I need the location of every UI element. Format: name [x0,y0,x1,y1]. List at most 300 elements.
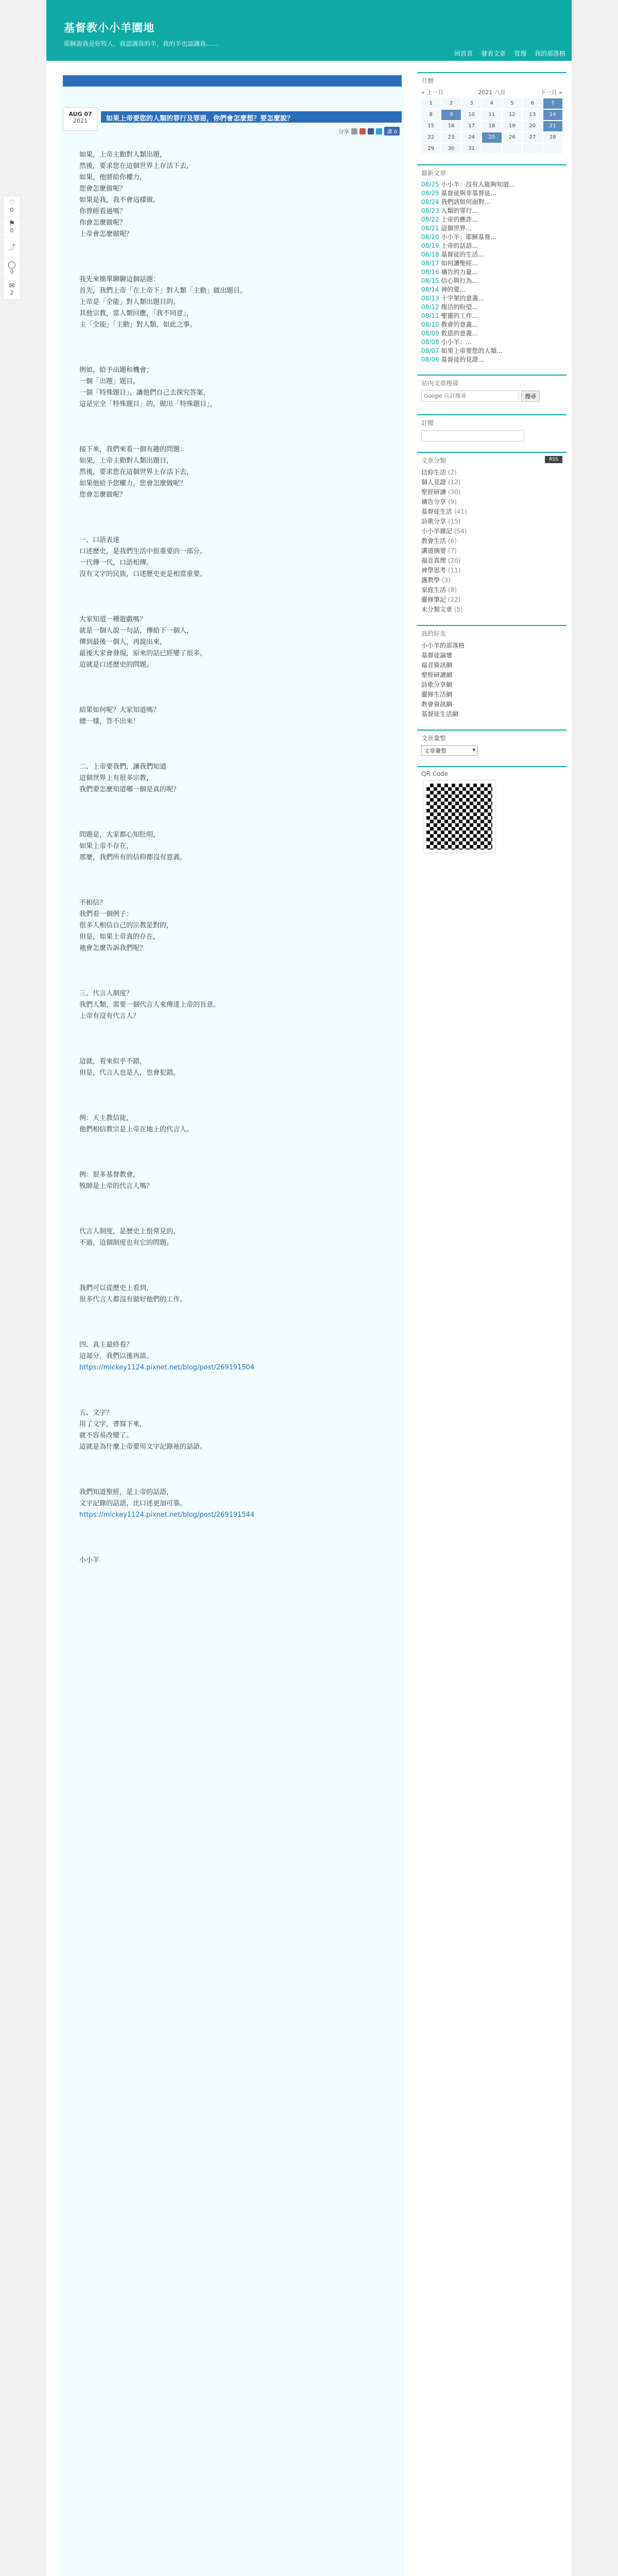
post-tools [338,127,400,135]
article-paragraph: 結果如何呢？大家知道嗎？ [79,706,160,714]
category-count: (15) [448,518,461,525]
header-links [454,49,565,58]
article-paragraph: 例：很多基督教會， [79,1171,140,1179]
recent-post-date: 08/23 [421,207,439,214]
recent-post-item[interactable] [421,224,562,233]
calendar-day[interactable]: 17 [462,121,481,131]
article-paragraph: 一個「特殊題目」，讓他們自己去探究答案， [79,389,210,397]
article-paragraph [79,1374,385,1408]
links-label: 我的好友 [421,630,447,637]
category-item[interactable] [421,595,562,605]
main-column [61,72,404,2576]
rss-icon[interactable]: RSS [545,456,562,463]
chat-button[interactable] [4,258,20,279]
category-label: 文章分類 [421,457,447,464]
article-paragraph: 如果，他將給你權力， [79,174,147,181]
recent-post-date: 08/15 [421,277,439,284]
chat-icon: ◯ [8,261,16,269]
print-icon[interactable] [351,128,357,134]
category-name: 禱告分享 [421,498,447,505]
category-item[interactable] [421,546,562,556]
category-count: (11) [448,567,461,574]
category-list [421,468,562,615]
category-name: 未分類文章 [421,606,453,613]
category-item[interactable] [421,487,562,497]
article-paragraph: 不相信？ [79,899,107,907]
article-paragraph: 您會怎麼做呢？ [79,491,127,499]
article-paragraph: 一個「出題」題目， [79,378,140,385]
recent-post-date: 08/20 [421,233,439,241]
recent-post-title: 人類的罪行... [441,207,478,214]
friend-link[interactable]: 基督徒論壇 [421,652,453,659]
header-link-myblog[interactable]: 我的部落格 [534,50,565,57]
archive-select-value: 文章彙整 [424,748,447,754]
article-paragraph: 四、真主最終看？ [79,1341,133,1349]
category-count: (3) [441,577,451,584]
category-name: 福音真理 [421,557,447,564]
calendar-day[interactable]: 10 [462,110,481,120]
article-paragraph: 如果，上帝主動對人類出題， [79,151,167,159]
bookmark-icon: ⚑ [8,219,15,228]
article-paragraph: 我們知道聖經，是上帝的話語， [79,1488,174,1496]
article-paragraph [79,410,385,444]
post-date-month: AUG 07 [68,111,92,117]
category-item[interactable] [421,585,562,595]
recent-post-item[interactable] [421,242,562,250]
recent-post-title: 禱告的力量... [441,268,478,276]
recent-post-item[interactable] [421,303,562,312]
calendar-day[interactable]: 24 [462,132,481,143]
article-paragraph: 接下來，我們來看一個有趣的問題： [79,446,187,453]
calendar-day[interactable]: 23 [441,132,460,143]
friend-link[interactable]: 聖經研讀網 [421,671,453,679]
search-box [421,391,562,402]
calendar-day[interactable]: 3 [462,98,481,109]
category-widget [417,452,566,618]
recent-list [421,180,562,364]
links-list [421,641,562,719]
recent-post-item[interactable] [421,198,562,207]
recent-post-item[interactable] [421,189,562,198]
recent-post-title: 這個世界... [441,225,472,232]
category-name: 信仰生活 [421,469,447,476]
category-item[interactable] [421,536,562,546]
post-date-year: 2021 [73,117,88,124]
calendar-day[interactable]: 22 [421,132,440,143]
category-count: (9) [448,498,457,505]
links-widget [417,625,566,722]
recent-post-title: 基督徒與非基督徒... [441,190,496,197]
article-paragraph: 牧師是上帝的代言人嗎？ [79,1182,153,1190]
main-topbar [63,75,402,87]
category-count: (8) [448,586,457,594]
recent-post-item[interactable] [421,338,562,347]
recent-post-date: 08/07 [421,347,439,354]
article-link[interactable]: https://mickey1124.pixnet.net/blog/post/269191504 [79,1364,255,1371]
header-link-admin[interactable]: 管理 [513,50,526,57]
recent-post-date: 08/13 [421,295,439,302]
category-item[interactable] [421,556,562,566]
calendar-day[interactable]: 4 [482,98,501,109]
recent-post-title: 小小羊：沒有人能夠知道... [441,181,515,188]
article-paragraph: 例：天主教信徒， [79,1114,133,1122]
article-paragraph: 大家知道一種遊戲嗎？ [79,616,147,623]
article-paragraph: 祂會怎麼告訴我們呢？ [79,944,147,952]
recent-post-item[interactable] [421,294,562,303]
article-paragraph: 最後大家會發現，原來的話已經變了很多。 [79,650,207,657]
article-paragraph [79,795,385,829]
category-count: (22) [448,596,461,603]
header-link-home[interactable]: 回首頁 [454,50,473,57]
calendar-day[interactable]: 6 [523,98,542,109]
calendar-day[interactable]: 1 [421,98,440,109]
calendar-day[interactable]: 21 [543,121,562,131]
calendar-day[interactable]: 29 [421,144,440,154]
archive-select[interactable] [421,745,478,756]
blog-title[interactable]: 基督教小小羊園地 [64,22,154,34]
article-paragraph [79,863,385,897]
article-paragraph: 這就是口述歷史的問題。 [79,661,153,669]
article-paragraph: 你曾經看過嗎？ [79,208,127,215]
recent-post-title: 神的愛... [441,286,466,293]
friend-link[interactable]: 福音資訊網 [421,662,453,669]
calendar-day[interactable]: 28 [543,132,562,143]
category-item[interactable] [421,575,562,585]
recent-post-item[interactable] [421,355,562,364]
fb-like-button[interactable]: 讚 0 [384,127,400,135]
article-paragraph: 但是，如果上帝真的存在， [79,933,160,941]
calendar-next[interactable]: 下一月 » [540,89,562,96]
category-count: (6) [448,537,457,545]
recent-post-date: 08/10 [421,321,439,328]
like-count: 0 [10,207,14,213]
article-paragraph [79,1192,385,1226]
article-paragraph [79,501,385,535]
calendar-day[interactable]: 7 [543,98,562,109]
category-count: (5) [454,606,463,613]
subscribe-input[interactable] [421,430,524,442]
category-item[interactable] [421,517,562,527]
article-paragraph: 那麼，我們所有的信仰都沒有意義。 [79,854,187,861]
category-name: 教會生活 [421,537,447,545]
article-paragraph: 這是完全「特殊題目」的，做出「特殊題目」， [79,400,217,408]
article-paragraph: 如果他給予您權力，您會怎麼做呢？ [79,480,187,487]
recent-post-date: 08/18 [421,251,439,258]
recent-post-date: 08/19 [421,242,439,249]
article-paragraph [79,1453,385,1487]
calendar-day[interactable]: 14 [543,110,562,120]
recent-post-item[interactable] [421,312,562,320]
calendar-day [503,144,522,154]
recent-post-item[interactable] [421,233,562,242]
calendar-day[interactable]: 12 [503,110,522,120]
category-name: 講道摘要 [421,547,447,554]
category-count: (2) [448,469,457,476]
recent-post-date: 08/09 [421,330,439,337]
category-item[interactable] [421,527,562,536]
calendar-grid [421,98,562,154]
category-count: (54) [454,528,467,535]
friend-link[interactable]: 教會資訊網 [421,701,453,708]
article-paragraph [79,1022,385,1056]
recent-post-item[interactable] [421,268,562,277]
share-icon: ⤴ [8,243,15,252]
recent-posts-widget [417,164,566,367]
search-input[interactable] [421,391,519,402]
article-paragraph: 文字記錄的話語，比口述更加可靠。 [79,1500,187,1507]
category-item[interactable] [421,507,562,517]
bookmark-button[interactable] [4,217,20,238]
category-name: 個人見證 [421,479,447,486]
article-paragraph: 很多代言人都沒有做好他們的工作。 [79,1296,187,1303]
facebook-icon[interactable] [368,128,374,134]
recent-post-title: 上帝的應許... [441,216,478,223]
bookmark-count: 0 [10,227,14,234]
article-paragraph [79,580,385,614]
category-count: (30) [448,488,461,496]
article-paragraph: 三、代言人制度？ [79,990,133,997]
share-button[interactable] [4,238,20,258]
calendar-day[interactable]: 26 [503,132,522,143]
recent-post-date: 08/08 [421,338,439,346]
article-paragraph: 用了文字，書寫下來， [79,1420,147,1428]
calendar-day[interactable]: 8 [421,110,440,120]
article-paragraph: 主「全能」「主動」對人類，如此之事。 [79,321,197,329]
article-paragraph: 其他宗教，當人類回應，「我不同意」， [79,310,194,317]
post-date [63,107,98,131]
search-button[interactable]: 搜尋 [521,391,540,402]
calendar-day[interactable]: 16 [441,121,460,131]
article-paragraph: 這就是為什麼上帝要用文字記錄祂的話語。 [79,1443,207,1451]
recent-post-title: 教會的意義... [441,321,478,328]
article-paragraph: 就是一個人說一句話，傳給下一個人， [79,627,194,635]
category-name: 家庭生活 [421,586,447,594]
recent-post-date: 08/25 [421,190,439,197]
category-name: 聖經研讀 [421,488,447,496]
article-paragraph: 這就，看來似乎不錯， [79,1058,147,1065]
article-paragraph [79,240,385,274]
recent-post-item[interactable] [421,320,562,329]
recent-post-title: 基督徒的見證... [441,356,484,363]
archive-widget [417,730,566,759]
recent-post-title: 我們該如何面對... [441,198,490,206]
calendar-day[interactable]: 20 [523,121,542,131]
chat-count: 0 [10,268,14,275]
calendar-day[interactable]: 13 [523,110,542,120]
article-paragraph: 然後，要求您在這個世界上存活下去， [79,468,194,476]
article-paragraph: 我先來簡單聊聊這個話題： [79,276,160,283]
recent-post-date: 08/22 [421,216,439,223]
article-paragraph [79,1249,385,1283]
category-count: (7) [448,547,457,554]
article-paragraph: 我們可以從歷史上看到， [79,1284,153,1292]
article-paragraph: 一代傳一代，口語相傳。 [79,559,153,567]
article-paragraph [79,1521,385,1555]
calendar-day[interactable]: 27 [523,132,542,143]
search-label: 站內文章搜尋 [421,380,459,387]
category-name: 神學思考 [421,567,447,574]
calendar-day[interactable]: 30 [441,144,460,154]
category-name: 靈修筆記 [421,596,447,603]
archive-label: 文章彙整 [421,735,447,742]
article-paragraph: 例如，給予出題和機會； [79,366,153,374]
article-paragraph: 沒有文字的民族，口述歷史更是相當重要。 [79,570,207,578]
recent-post-date: 08/12 [421,303,439,311]
article-paragraph: 代言人制度，是歷史上很常見的。 [79,1228,180,1235]
qr-label: QR Code [421,770,449,777]
recent-post-item[interactable] [421,207,562,215]
friend-link[interactable]: 小小羊的部落格 [421,642,465,649]
recent-post-date: 08/21 [421,225,439,232]
category-name: 基督徒生活 [421,508,453,515]
calendar-day[interactable]: 31 [462,144,481,154]
article-paragraph: 這個世界上有很多宗教， [79,774,153,782]
category-item[interactable] [421,478,562,487]
friend-link[interactable]: 詩歌分享網 [421,681,453,688]
article-paragraph: 他們相信教宗是上帝在地上的代言人。 [79,1126,194,1133]
article-paragraph: 上帝是「全能」對人類出題目的。 [79,298,180,306]
article-paragraph: 你會怎麼做呢？ [79,219,127,227]
article-paragraph: 我們人類，需要一個代言人來傳達上帝的旨意。 [79,1001,220,1009]
article-paragraph [79,671,385,705]
article-paragraph: 然後，要求您在這個世界上存活下去， [79,162,194,170]
category-item[interactable] [421,605,562,615]
article-paragraph: 如果是我，我不會這樣做。 [79,196,160,204]
calendar-day[interactable]: 25 [482,132,501,143]
article-paragraph: 首先，我們上帝「在上帝下」對人類「主動」做出題目。 [79,287,247,295]
article-paragraph: 您會怎麼做呢？ [79,185,127,193]
article-paragraph: 五、文字？ [79,1409,113,1417]
article-paragraph: 如果上帝不存在， [79,842,133,850]
recent-post-title: 如果上帝要您的人類... [441,347,503,354]
recent-post-title: 如何讀聖經... [441,260,478,267]
category-item[interactable] [421,497,562,507]
qr-code-image [423,781,495,853]
comment-button[interactable] [4,279,20,299]
calendar-day[interactable]: 11 [482,110,501,120]
like-button[interactable] [4,196,20,217]
article-paragraph: 總一樣，答不出來！ [79,718,140,725]
recent-post-item[interactable] [421,277,562,285]
article-paragraph [79,727,385,761]
calendar-day [543,144,562,154]
calendar-day [482,144,501,154]
recent-post-date: 08/06 [421,356,439,363]
article-paragraph: 上帝有沒有代言人？ [79,1012,140,1020]
calendar-prev[interactable]: « 上一月 [421,89,444,96]
sidebar [417,72,566,866]
recent-post-item[interactable] [421,259,562,268]
recent-post-date: 08/11 [421,312,439,319]
calendar-day[interactable]: 18 [482,121,501,131]
category-header [421,456,562,465]
recent-post-title: 救恩的意義... [441,330,478,337]
recent-post-item[interactable] [421,329,562,338]
calendar-day[interactable]: 2 [441,98,460,109]
calendar-day[interactable]: 9 [441,110,460,120]
share-sidebar [3,196,21,300]
share-label: 分享 [338,128,350,135]
calendar-day[interactable]: 19 [503,121,522,131]
qr-widget [417,766,566,859]
search-widget [417,375,566,407]
page-wrapper [46,0,572,2576]
calendar-day [523,144,542,154]
recent-post-date: 08/25 [421,181,439,188]
recent-post-item[interactable] [421,180,562,189]
article-paragraph: 傳到最後一個人，再說出來， [79,638,167,646]
calendar-day[interactable]: 5 [503,98,522,109]
recent-post-item[interactable] [421,215,562,224]
friend-link[interactable]: 基督徒生活網 [421,710,459,718]
calendar-label: 月曆 [421,77,434,84]
friend-link[interactable]: 靈修生活網 [421,691,453,698]
article-paragraph [79,1079,385,1113]
article-paragraph: 不過，這個制度也有它的問題。 [79,1239,174,1247]
article-paragraph [79,1306,385,1340]
recent-post-item[interactable] [421,347,562,355]
category-item[interactable] [421,566,562,575]
article-paragraph [79,954,385,988]
category-count: (12) [448,479,461,486]
post-title[interactable]: 如果上帝要您的人類的罪行及罪惡，你們會怎麼想？要怎麼說？ [101,111,402,123]
recent-label: 最新文章 [421,170,447,177]
recent-post-title: 基督徒的生活... [441,251,484,258]
category-count: (20) [448,557,461,564]
recent-post-title: 復活的盼望... [441,303,478,311]
recent-post-date: 08/14 [421,286,439,293]
subscribe-label: 訂閱 [421,419,434,427]
article-paragraph: 小小羊 [79,1556,100,1564]
article-paragraph: 我們看一個例子： [79,910,133,918]
blog-header [46,0,572,61]
recent-post-title: 小小羊：耶穌基督... [441,233,496,241]
blog-subtitle: 耶穌說我是好牧人，我認識我的羊，我的羊也認識我…… [64,40,219,47]
recent-post-date: 08/24 [421,198,439,206]
recent-post-title: 小小羊：... [441,338,472,346]
article-paragraph: 我們要怎麼知道哪一個是真的呢？ [79,786,180,793]
recent-post-title: 信心與行為... [441,277,478,284]
recent-post-date: 08/17 [421,260,439,267]
header-link-post[interactable]: 發表文章 [480,50,506,57]
recent-post-title: 上帝的話語... [441,242,478,249]
recent-post-item[interactable] [421,250,562,259]
article-paragraph: 如果，上帝主動對人類出題目， [79,457,174,465]
calendar-nav [421,88,562,96]
recent-post-date: 08/16 [421,268,439,276]
twitter-icon[interactable] [376,128,382,134]
category-name: 小小羊雜記 [421,528,453,535]
comment-icon: ✉ [9,281,15,290]
post-header [61,107,404,138]
article-paragraph: 問題是，大家都心知肚明， [79,831,160,839]
comment-count: 2 [10,289,14,296]
article-paragraph [79,1136,385,1170]
category-item[interactable] [421,468,562,478]
plurk-icon[interactable] [359,128,366,134]
article-paragraph: 口述歷史，是我們生活中很重要的一部分。 [79,548,207,555]
chevron-down-icon: ▾ [472,747,475,753]
category-name: 護教學 [421,577,440,584]
article-paragraph: 二、上帝要我們，讓我們知道 [79,763,167,771]
article-paragraph: 但是，代言人也是人，也會犯錯。 [79,1069,180,1077]
calendar-day[interactable]: 15 [421,121,440,131]
article-link[interactable]: https://mickey1124.pixnet.net/blog/post/269191544 [79,1511,255,1519]
article-paragraph: 就不容易改變了。 [79,1432,133,1439]
recent-post-title: 十字架的意義... [441,295,484,302]
article-paragraph [79,331,385,365]
recent-post-item[interactable] [421,285,562,294]
